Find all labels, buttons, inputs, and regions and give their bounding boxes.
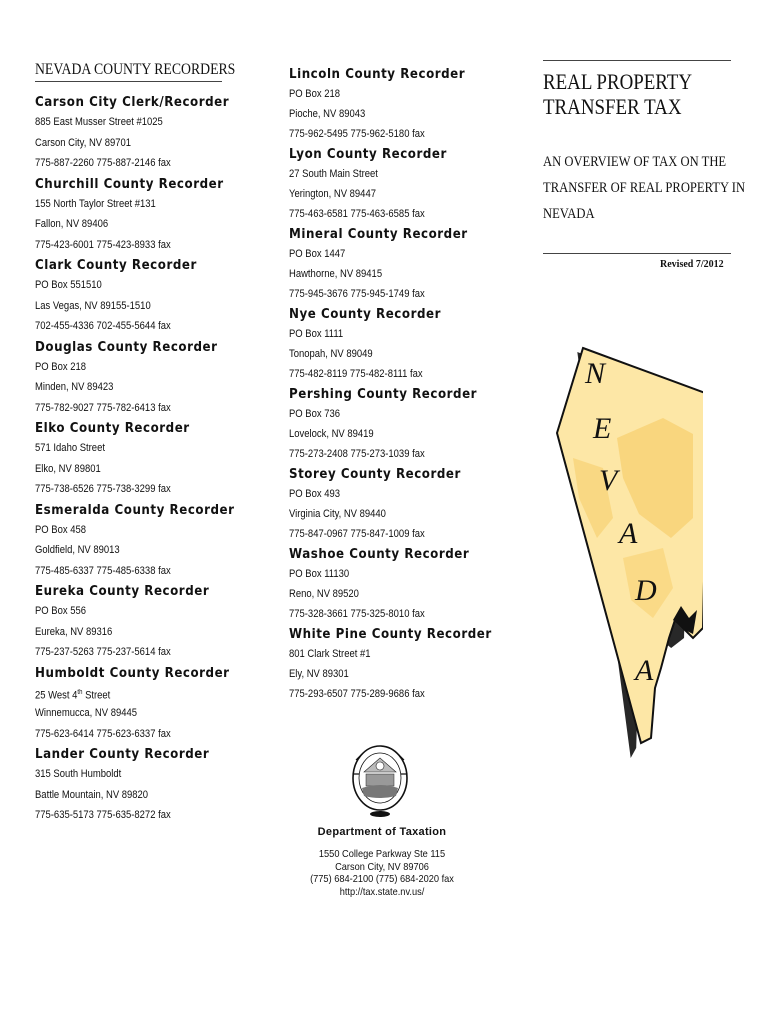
county-name: Eureka County Recorder xyxy=(35,583,210,599)
phone-line: 775-463-6581 775-463-6585 fax xyxy=(289,208,425,220)
city-line: Yerington, NV 89447 xyxy=(289,188,376,200)
county-entry-storey xyxy=(289,464,469,544)
phone-line: 775-738-6526 775-738-3299 fax xyxy=(35,483,171,495)
county-name: Lincoln County Recorder xyxy=(289,66,466,82)
county-entry-clark xyxy=(35,255,230,337)
brochure-title-line1: REAL PROPERTY xyxy=(543,69,693,94)
phone-line: 775-482-8119 775-482-8111 fax xyxy=(289,368,423,380)
address-line: PO Box 1111 xyxy=(289,328,344,340)
city-line: Lovelock, NV 89419 xyxy=(289,428,374,440)
city-line: Battle Mountain, NV 89820 xyxy=(35,788,149,801)
map-letter-d: D xyxy=(635,574,657,607)
nevada-map-icon xyxy=(543,338,703,778)
county-entry-lander xyxy=(35,744,230,826)
county-entry-washoe xyxy=(289,544,469,624)
phone-line: 775-485-6337 775-485-6338 fax xyxy=(35,564,171,577)
subtitle-line3: NEVADA xyxy=(543,206,595,222)
county-entry-esmeralda xyxy=(35,500,235,582)
county-entry-eureka xyxy=(35,581,230,663)
address-suffix: Street xyxy=(82,689,111,702)
city-line: Ely, NV 89301 xyxy=(289,668,349,680)
county-entry-churchill xyxy=(35,174,230,256)
phone-line: 775-293-6507 775-289-9686 fax xyxy=(289,688,425,700)
address-line: PO Box 736 xyxy=(289,408,341,420)
map-letter-a2: A xyxy=(635,654,654,687)
county-entry-elko xyxy=(35,418,230,500)
city-line: Carson City, NV 89701 xyxy=(35,136,132,149)
map-letter-n: N xyxy=(585,357,606,390)
subtitle xyxy=(543,149,746,227)
address-line: 155 North Taylor Street #131 xyxy=(35,197,156,210)
county-name: White Pine County Recorder xyxy=(289,626,492,642)
phone-line: 775-962-5495 775-962-5180 fax xyxy=(289,128,425,140)
title-bottom-rule xyxy=(543,253,731,254)
county-entry-mineral xyxy=(289,224,469,304)
phone-line: 775-328-3661 775-325-8010 fax xyxy=(289,608,425,620)
subtitle-line1: AN OVERVIEW OF TAX ON THE xyxy=(543,154,727,170)
phone-line: 775-423-6001 775-423-8933 fax xyxy=(35,238,171,251)
county-name: Mineral County Recorder xyxy=(289,226,468,242)
city-line: Virginia City, NV 89440 xyxy=(289,508,386,520)
phone-line: 775-635-5173 775-635-8272 fax xyxy=(35,809,171,821)
address-line: PO Box 1447 xyxy=(289,248,346,260)
department-address2: Carson City, NV 89706 xyxy=(335,860,429,873)
county-name: Washoe County Recorder xyxy=(289,546,470,562)
address-line: 571 Idaho Street xyxy=(35,442,105,454)
city-line: Elko, NV 89801 xyxy=(35,462,101,475)
city-line: Tonopah, NV 89049 xyxy=(289,348,373,360)
county-name: Pershing County Recorder xyxy=(289,386,478,402)
county-entry-white-pine xyxy=(289,624,492,704)
county-entry-pershing xyxy=(289,384,478,464)
phone-line: 775-237-5263 775-237-5614 fax xyxy=(35,646,171,658)
county-name: Carson City Clerk/Recorder xyxy=(35,94,230,110)
city-line: Winnemucca, NV 89445 xyxy=(35,707,138,719)
state-seal-icon xyxy=(350,744,410,822)
county-name: Lyon County Recorder xyxy=(289,146,447,162)
city-line: Reno, NV 89520 xyxy=(289,588,359,600)
right-column xyxy=(543,69,746,227)
county-entry-lyon xyxy=(289,144,469,224)
phone-line: 775-273-2408 775-273-1039 fax xyxy=(289,448,425,460)
department-name: Department of Taxation xyxy=(317,826,447,838)
city-line: Las Vegas, NV 89155-1510 xyxy=(35,299,151,312)
address-line: 885 East Musser Street #1025 xyxy=(35,116,163,128)
department-block xyxy=(292,826,472,898)
phone-line: 702-455-4336 702-455-5644 fax xyxy=(35,320,171,332)
county-name: Churchill County Recorder xyxy=(35,175,224,192)
address-line: PO Box 556 xyxy=(35,605,87,617)
phone-line: 775-623-6414 775-623-6337 fax xyxy=(35,727,171,740)
county-name: Humboldt County Recorder xyxy=(35,664,230,681)
address-line: PO Box 493 xyxy=(289,488,341,500)
address-prefix: 25 West 4 xyxy=(35,689,78,702)
department-url[interactable]: http://tax.state.nv.us/ xyxy=(339,885,425,898)
address-line: PO Box 551510 xyxy=(35,279,102,291)
department-address1: 1550 College Parkway Ste 115 xyxy=(318,848,446,860)
map-letter-v: V xyxy=(599,464,618,497)
county-name: Lander County Recorder xyxy=(35,746,210,762)
county-entry-nye xyxy=(289,304,469,384)
county-name: Elko County Recorder xyxy=(35,420,190,436)
city-line: Eureka, NV 89316 xyxy=(35,625,113,638)
county-name: Clark County Recorder xyxy=(35,257,197,273)
map-letter-e: E xyxy=(593,412,612,445)
department-phones: (775) 684-2100 (775) 684-2020 fax xyxy=(310,873,454,885)
address-line: 27 South Main Street xyxy=(289,168,378,180)
phone-line: 775-887-2260 775-887-2146 fax xyxy=(35,157,171,169)
city-line: Hawthorne, NV 89415 xyxy=(289,268,383,280)
city-line: Pioche, NV 89043 xyxy=(289,108,366,120)
address-line: PO Box 218 xyxy=(35,360,87,373)
map-letter-a1: A xyxy=(619,517,638,550)
city-line: Fallon, NV 89406 xyxy=(35,218,109,230)
address-line: PO Box 11130 xyxy=(289,568,350,580)
phone-line: 775-782-9027 775-782-6413 fax xyxy=(35,401,171,414)
county-name: Nye County Recorder xyxy=(289,306,441,322)
heading-rule xyxy=(35,81,222,82)
county-entry-humboldt xyxy=(35,663,230,745)
middle-column xyxy=(289,64,492,704)
city-line: Goldfield, NV 89013 xyxy=(35,544,120,556)
title-top-rule xyxy=(543,60,731,61)
address-line: 801 Clark Street #1 xyxy=(289,648,371,660)
address-line: 315 South Humboldt xyxy=(35,768,122,780)
phone-line: 775-945-3676 775-945-1749 fax xyxy=(289,288,425,300)
brochure-title-line2: TRANSFER TAX xyxy=(543,94,682,119)
subtitle-line2: TRANSFER OF REAL PROPERTY IN xyxy=(543,180,746,196)
address-line: PO Box 458 xyxy=(35,523,87,536)
address-line xyxy=(35,683,203,704)
county-entry-lincoln xyxy=(289,64,469,144)
county-name: Esmeralda County Recorder xyxy=(35,501,235,518)
county-name: Douglas County Recorder xyxy=(35,338,218,355)
county-entry-carson xyxy=(35,92,230,174)
revised-date: Revised 7/2012 xyxy=(660,259,724,270)
address-line: PO Box 218 xyxy=(289,88,341,100)
left-column xyxy=(35,60,236,826)
county-name: Storey County Recorder xyxy=(289,466,461,482)
phone-line: 775-847-0967 775-847-1009 fax xyxy=(289,528,425,540)
county-entry-douglas xyxy=(35,337,230,419)
recorders-heading: NEVADA COUNTY RECORDERS xyxy=(35,61,236,78)
ordinal-suffix: th xyxy=(77,688,83,696)
city-line: Minden, NV 89423 xyxy=(35,381,114,393)
